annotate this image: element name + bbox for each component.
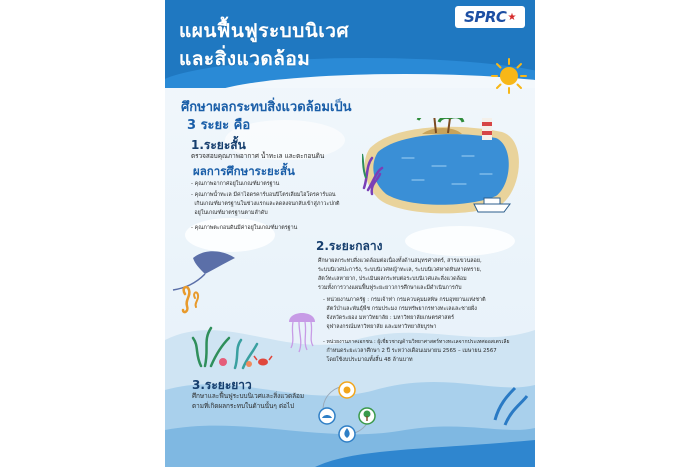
mid-term-paragraph-line: รวมทั้งการวางแผนฟื้นฟูระยะยาวการศึกษาและมีดำเนินการกับ xyxy=(318,285,462,291)
short-term-bullet: - คุณภาพอากาศอยู่ในเกณฑ์มาตรฐาน xyxy=(191,181,280,187)
mid-term-bullet: โดยใช้งบประมาณทั้งสิ้น 48 ล้านบาท xyxy=(323,357,413,363)
sun-icon xyxy=(491,58,527,94)
short-term-results-heading: ผลการศึกษาระยะสั้น xyxy=(193,164,295,178)
logo-star-icon: ★ xyxy=(507,11,516,23)
jellyfish-icon xyxy=(289,313,315,352)
mid-term-title: 2.ระยะกลาง xyxy=(316,239,383,253)
short-term-bullet: - คุณภาพตะกอนดินมีค่าอยู่ในเกณฑ์มาตรฐาน xyxy=(191,225,298,231)
long-term-line: ตามที่เกิดผลกระทบในด้านนั้นๆ ต่อไป xyxy=(192,402,295,410)
poster-title-line-1: แผนฟื้นฟูระบบนิเวศ xyxy=(179,20,350,42)
cloud xyxy=(405,226,515,256)
stingray-icon xyxy=(173,251,235,290)
sprc-logo xyxy=(455,6,525,28)
lighthouse-icon xyxy=(480,118,494,140)
mid-term-paragraph-line: ศึกษาผลกระทบสิ่งแวดล้อมต่อเนื่องทั้งด้านสมุทรศาสตร์, สารแขวนลอย, xyxy=(318,258,482,264)
short-term-bullet: - คุณภาพน้ำทะเล มีค่าไฮดรคาร์บอนปิโตรเลียมไฮโดรคาร์บอน xyxy=(191,192,336,198)
mid-term-bullet: สัตว์ป่าและพันธุ์พืช กรมประมง กรมทรัพยากรทางทะเลและชายฝั่ง xyxy=(323,306,477,312)
mid-term-bullet: จุฬาลงกรณ์มหาวิทยาลัย และมหาวิทยาลัยบูรพา xyxy=(323,324,437,330)
poster-title-line-2: และสิ่งแวดล้อม xyxy=(179,48,311,70)
intro-heading-line-1: ศึกษาผลกระทบสิ่งแวดล้อมเป็น xyxy=(181,100,352,115)
short-term-bullet: อยู่ในเกณฑ์มาตรฐานตามลำดับ xyxy=(191,210,268,216)
header-band xyxy=(165,0,535,88)
long-term-line: ศึกษาและฟื้นฟูระบบนิเวศและสิ่งแวดล้อม xyxy=(192,392,305,400)
mid-term-bullet: จังหวัดระยอง มหาวิทยาลัย : มหาวิทยาลัยเกษตรศาสตร์ xyxy=(323,315,454,321)
short-term-description: ตรวจสอบคุณภาพอากาศ น้ำทะเล และตะกอนดิน xyxy=(191,152,325,160)
mid-term-bullet: กำหนดระยะเวลาศึกษา 2 ปี ระหว่างเดือนเมษายน 2565 – เมษายน 2567 xyxy=(323,348,497,354)
infographic-poster xyxy=(165,0,535,467)
coral-icon xyxy=(193,328,257,368)
short-term-title: 1.ระยะสั้น xyxy=(191,138,246,152)
eco-cycle-icon xyxy=(313,380,381,444)
intro-heading-line-2: 3 ระยะ คือ xyxy=(187,118,251,133)
long-term-title: 3.ระยะยาว xyxy=(192,378,252,392)
mid-term-bullet: - หน่วยงานภาครัฐ : กรมเจ้าท่า กรมควบคุมมลพิษ กรมอุทยานแห่งชาติ xyxy=(323,297,486,303)
mid-term-paragraph-line: ระบบนิเวศปะการัง, ระบบนิเวศหญ้าทะเล, ระบบนิเวศหาดหินหาดทราย, xyxy=(318,267,482,273)
logo-text: SPRC xyxy=(464,8,507,26)
crab-icon xyxy=(254,356,272,366)
short-term-bullet: เกินเกณฑ์มาตรฐานในช่วงแรกและลดลงจนกลับเข้าสู่ภาวะปกติ xyxy=(191,201,340,207)
mid-term-paragraph-line: สัตว์ทะเลหายาก, ประเมินผลกระทบต่อระบบนิเวศและสิ่งแวดล้อม xyxy=(318,276,467,282)
seahorse-icon xyxy=(183,287,198,312)
mid-term-bullet: - หน่วยงานภาคเอกชน : ผู้เชี่ยวชาญด้านวิทยาศาสตร์ทางทะเลจากประเทศออสเตรเลีย xyxy=(323,339,510,345)
lake-island-illustration xyxy=(362,118,527,218)
